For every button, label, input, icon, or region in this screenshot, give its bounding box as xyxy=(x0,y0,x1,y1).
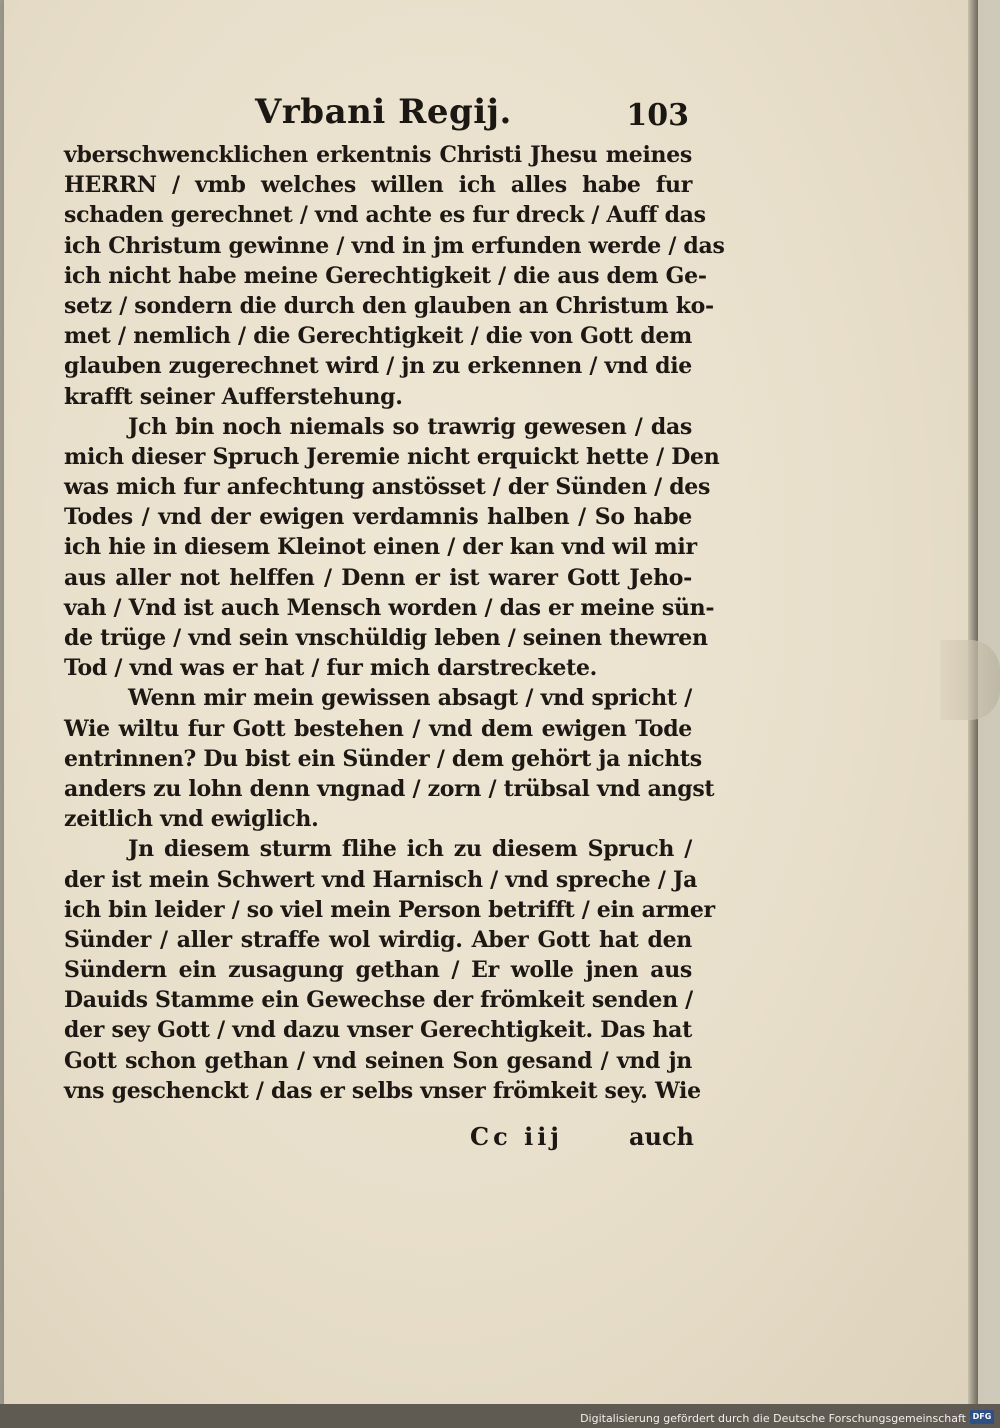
text-line: Jn diesem sturm flihe ich zu diesem Spruch / xyxy=(128,836,692,863)
running-head: Vrbani Regij. xyxy=(255,92,512,132)
text-line: anders zu lohn denn vngnad / zorn / trübsal vnd angst xyxy=(64,775,715,802)
page-edge-fold xyxy=(940,640,1000,720)
text-line: schaden gerechnet / vnd achte es fur dreck / Auff das xyxy=(64,202,706,229)
page-number: 103 xyxy=(626,98,689,133)
text-line: Wenn mir mein gewissen absagt / vnd spricht / xyxy=(128,685,692,712)
text-line: ich nicht habe meine Gerechtigkeit / die aus dem Ge- xyxy=(64,262,707,289)
text-line: Dauids Stamme ein Gewechse der frömkeit senden / xyxy=(64,987,693,1014)
text-block xyxy=(64,140,725,1106)
text-line: ich Christum gewinne / vnd in jm erfunden werde / das xyxy=(64,232,725,259)
digitization-credit: Digitalisierung gefördert durch die Deutsche Forschungsgemeinschaft xyxy=(580,1412,966,1425)
signature-mark: Cc iij xyxy=(470,1122,563,1151)
text-line: de trüge / vnd sein vnschüldig leben / seinen thewren xyxy=(64,625,708,651)
text-line: was mich fur anfechtung anstösset / der Sünden / des xyxy=(64,474,711,501)
text-line: Tod / vnd was er hat / fur mich darstreckete. xyxy=(64,655,598,682)
text-line: Wie wiltu fur Gott bestehen / vnd dem ewigen Tode xyxy=(64,715,692,742)
text-line: mich dieser Spruch Jeremie nicht erquickt hette / Den xyxy=(64,443,720,470)
catchword: auch xyxy=(628,1122,694,1151)
text-line: der ist mein Schwert vnd Harnisch / vnd spreche / Ja xyxy=(64,866,698,893)
text-line: met / nemlich / die Gerechtigkeit / die von Gott dem xyxy=(64,323,692,350)
text-line: vns geschenckt / das er selbs vnser frömkeit sey. Wie xyxy=(64,1077,701,1104)
text-line: Todes / vnd der ewigen verdamnis halben / So habe xyxy=(64,504,692,531)
text-line: entrinnen? Du bist ein Sünder / dem gehört ja nichts xyxy=(64,745,702,772)
text-line: Gott schon gethan / vnd seinen Son gesand / vnd jn xyxy=(64,1047,692,1074)
page-header xyxy=(255,92,695,138)
dfg-logo-icon: DFG xyxy=(970,1410,994,1424)
text-line: Jch bin noch niemals so trawrig gewesen / das xyxy=(128,413,692,440)
page-footer xyxy=(470,1122,694,1158)
text-line: der sey Gott / vnd dazu vnser Gerechtigkeit. Das hat xyxy=(64,1017,692,1044)
text-line: zeitlich vnd ewiglich. xyxy=(64,806,319,833)
text-line: Sünder / aller straffe wol wirdig. Aber Gott hat den xyxy=(64,926,692,953)
text-line: setz / sondern die durch den glauben an Christum ko- xyxy=(64,292,714,319)
text-line: krafft seiner Aufferstehung. xyxy=(64,383,403,410)
text-line: HERRN / vmb welches willen ich alles habe fur xyxy=(64,172,692,199)
text-line: Sündern ein zusagung gethan / Er wolle jnen aus xyxy=(64,957,692,984)
text-line: glauben zugerechnet wird / jn zu erkennen / vnd die xyxy=(64,353,692,380)
text-line: ich bin leider / so viel mein Person betrifft / ein armer xyxy=(64,896,715,923)
text-line: aus aller not helffen / Denn er ist warer Gott Jeho- xyxy=(64,564,692,591)
text-line: ich hie in diesem Kleinot einen / der kan vnd wil mir xyxy=(64,534,697,561)
text-line: vah / Vnd ist auch Mensch worden / das er meine sün- xyxy=(64,594,715,621)
text-line: vberschwencklichen erkentnis Christi Jhesu meines xyxy=(64,142,692,168)
